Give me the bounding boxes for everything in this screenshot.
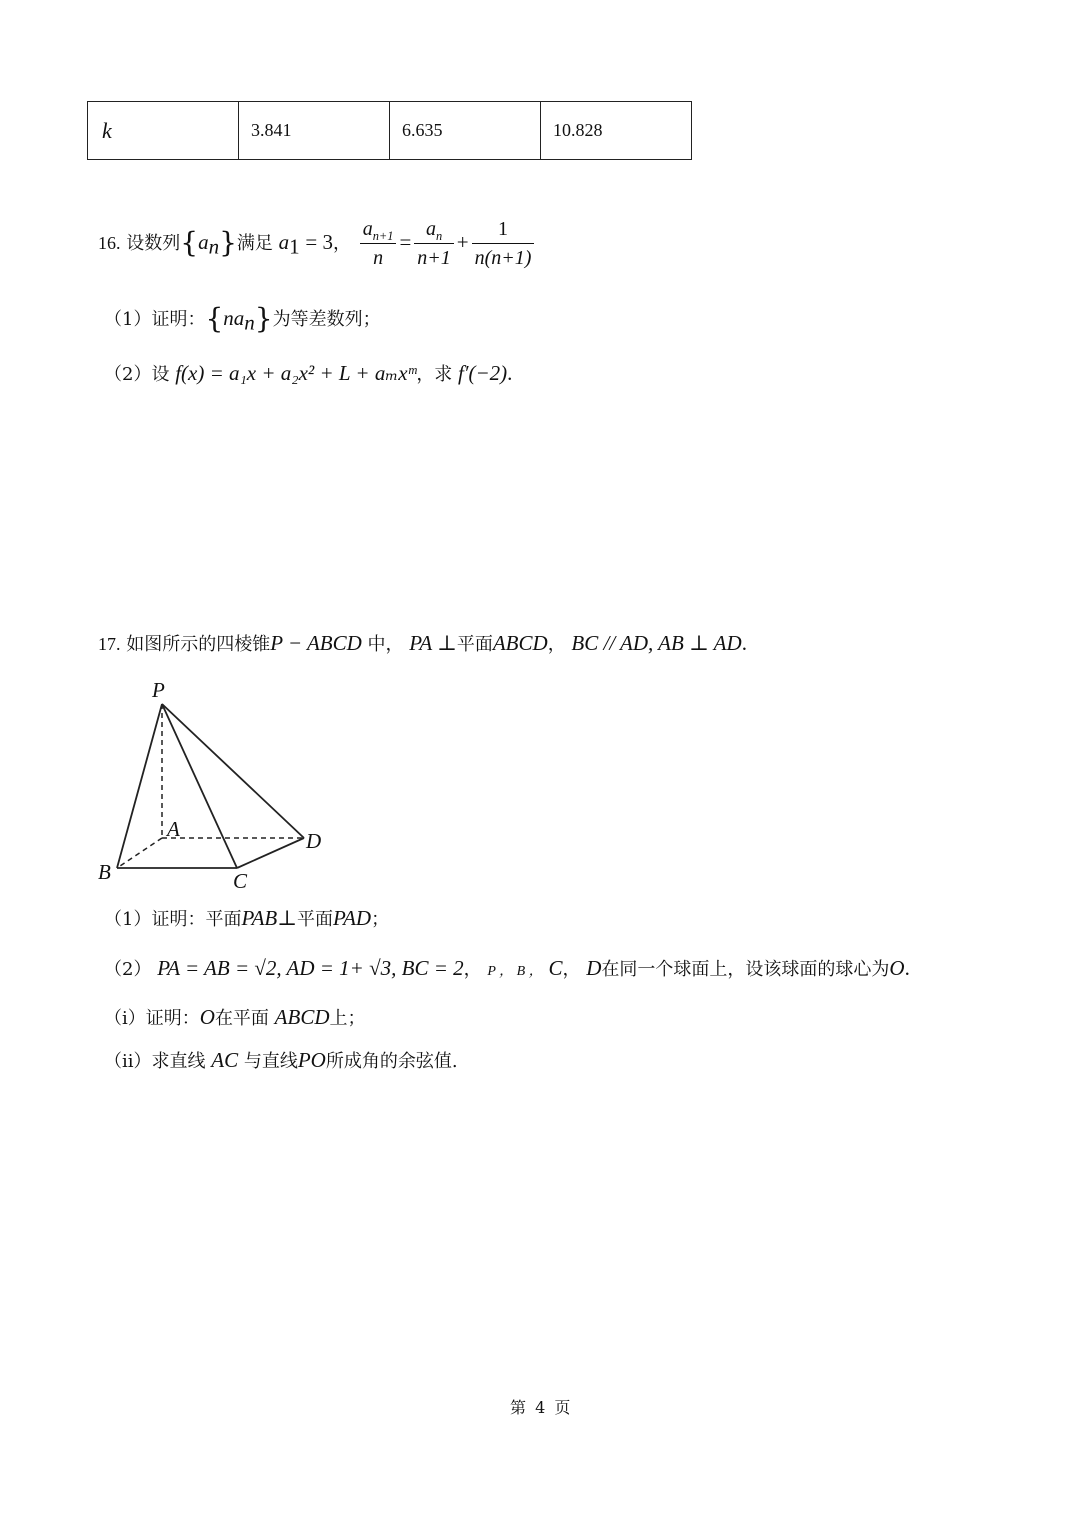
pyramid-figure	[90, 676, 340, 896]
label-A: A	[167, 817, 180, 841]
seq-symbol: a	[198, 230, 209, 254]
critical-value-table	[87, 101, 692, 160]
q16-lead: 设数列	[126, 233, 181, 254]
given-lengths: PA = AB = √2, AD = 1+ √3, BC = 2	[157, 956, 464, 980]
question-number: 17.	[98, 634, 121, 654]
table-cell: 6.635	[390, 102, 541, 160]
table-cell: 3.841	[239, 102, 390, 160]
label-P: P	[152, 678, 165, 702]
edge-PC	[162, 704, 237, 868]
fraction-a-n-over-n-plus-1: $\frac{a_n}{n+1}$	[414, 218, 454, 270]
table-cell: 10.828	[541, 102, 692, 160]
q17-part2: （2） PA = AB = √2, AD = 1+ √3, BC = 2， P ， B ， C， D在同一个球面上，设该球面的球心为O.	[104, 956, 910, 980]
q17-sub-ii: （ii）求直线 AC 与直线PO所成角的余弦值.	[104, 1048, 458, 1072]
polynomial-expression: f(x) = a₁x + a₂x² + L + aₘxᵐ	[175, 361, 417, 385]
label-B: B	[98, 860, 111, 884]
edge-CD	[237, 838, 304, 868]
label-D: D	[306, 829, 322, 853]
q16-statement: 16. 设数列$\{a_n\}$满足 $a_1 = 3$， $\frac{a_{n+1}}{n}$ = $\frac{a_n}{n+1}$ + $\frac{1}{n(n+1)}$	[98, 218, 537, 270]
q17-part1: （1）证明：平面PAB⊥平面PAD；	[104, 906, 390, 930]
question-number: 16.	[98, 233, 121, 253]
edge-PB	[117, 704, 162, 868]
q16-part2: （2）设 f(x) = a₁x + a₂x² + L + aₘxᵐ，求 f′(−2).	[104, 361, 513, 385]
fraction-1-over-n-n-plus-1: $\frac{1}{n(n+1)}$	[472, 218, 535, 270]
initial-value: = 3	[305, 230, 333, 254]
label-C: C	[233, 869, 248, 893]
edge-PD	[162, 704, 304, 838]
table-row	[88, 102, 692, 160]
table-header-cell: k	[88, 102, 239, 160]
q17-statement: 17. 如图所示的四棱锥P − ABCD 中， PA ⊥平面ABCD， BC // AD, AB ⊥ AD.	[98, 631, 747, 655]
q17-sub-i: （i）证明：O在平面 ABCD上；	[104, 1005, 366, 1029]
q16-part1: （1）证明：$\{na_n\}$为等差数列；	[104, 302, 381, 335]
fraction-a-n-plus-1-over-n: $\frac{a_{n+1}}{n}$	[360, 218, 397, 270]
q16-mid: 满足	[236, 233, 273, 254]
page-number: 第 4 页	[510, 1398, 573, 1417]
